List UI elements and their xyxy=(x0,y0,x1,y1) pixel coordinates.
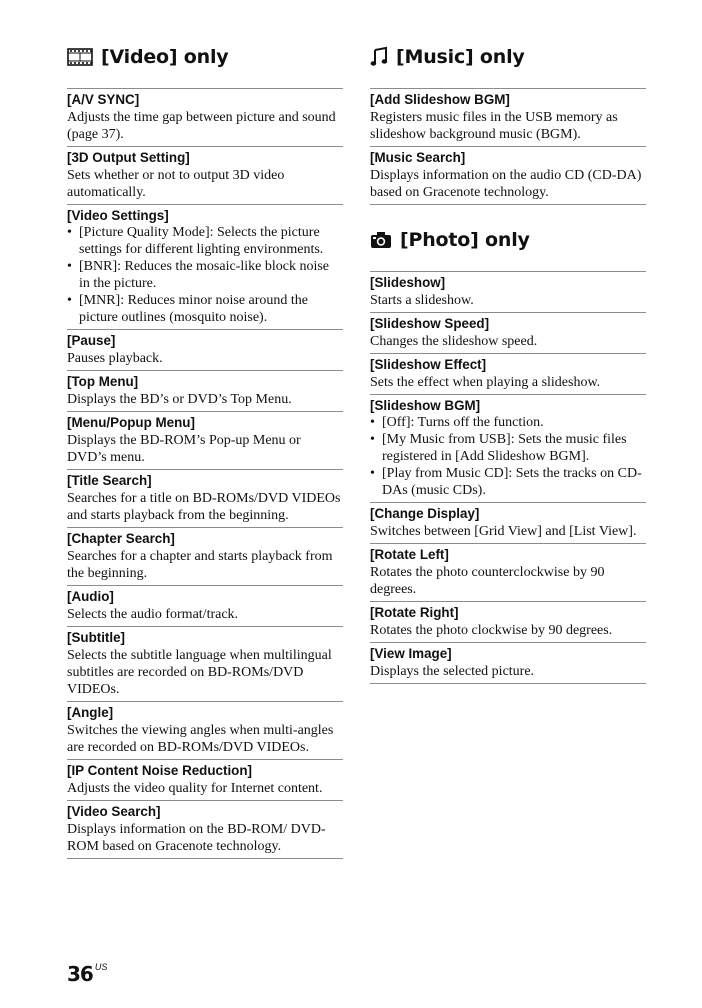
menu-entry xyxy=(67,759,343,800)
menu-entry xyxy=(370,312,646,353)
menu-entry xyxy=(67,329,343,370)
bullet-list xyxy=(370,414,646,499)
music-note-icon xyxy=(370,46,388,68)
bullet-item xyxy=(67,224,343,258)
entry-title: [Subtitle] xyxy=(67,630,126,645)
entry-title: [A/V SYNC] xyxy=(67,92,140,107)
entry-description: Changes the slideshow speed. xyxy=(370,334,538,349)
music-section-title xyxy=(370,40,646,74)
entry-title: [View Image] xyxy=(370,646,452,661)
entry-description: Displays information on the audio CD (CD-DA) based on Gracenote technology. xyxy=(370,168,642,200)
menu-entry xyxy=(370,146,646,205)
video-section-title xyxy=(67,40,343,74)
entry-description: Sets whether or not to output 3D video automatically. xyxy=(67,168,285,200)
entry-title: [Menu/Popup Menu] xyxy=(67,415,195,430)
entry-title: [Slideshow BGM] xyxy=(370,398,481,413)
bullet-dot: • xyxy=(67,259,72,274)
entry-description: Rotates the photo counterclockwise by 90 degrees. xyxy=(370,565,605,597)
entry-description: Registers music files in the USB memory as slideshow background music (BGM). xyxy=(370,110,618,142)
entry-description: Switches between [Grid View] and [List View]. xyxy=(370,524,637,539)
menu-entry xyxy=(67,146,343,204)
entry-title: [Slideshow Speed] xyxy=(370,316,490,331)
bullet-item xyxy=(370,414,646,431)
bullet-dot: • xyxy=(67,225,72,240)
menu-entry xyxy=(370,394,646,502)
video-entry-list xyxy=(67,88,343,859)
music-entry-list xyxy=(370,88,646,205)
photo-section-title xyxy=(370,223,646,257)
entry-title: [3D Output Setting] xyxy=(67,150,190,165)
bullet-text: [MNR]: Reduces minor noise around the picture outlines (mosquito noise). xyxy=(79,293,309,325)
bullet-text: [My Music from USB]: Sets the music files registered in [Add Slideshow BGM]. xyxy=(382,432,627,464)
entry-description: Displays information on the BD-ROM/ DVD-ROM based on Gracenote technology. xyxy=(67,822,326,854)
entry-description: Displays the BD-ROM’s Pop-up Menu or DVD’s menu. xyxy=(67,433,301,465)
menu-entry xyxy=(67,800,343,859)
bullet-dot: • xyxy=(370,415,375,430)
menu-entry xyxy=(67,88,343,146)
entry-description: Adjusts the video quality for Internet content. xyxy=(67,781,323,796)
bullet-dot: • xyxy=(370,466,375,481)
entry-description: Displays the selected picture. xyxy=(370,664,535,679)
bullet-text: [BNR]: Reduces the mosaic-like block noise in the picture. xyxy=(79,259,329,291)
menu-entry xyxy=(67,626,343,701)
bullet-item xyxy=(67,292,343,326)
entry-title: [Video Search] xyxy=(67,804,161,819)
film-icon xyxy=(67,47,93,67)
page-number-value: 36 xyxy=(67,962,93,986)
camera-icon xyxy=(370,230,392,250)
entry-title: [Pause] xyxy=(67,333,116,348)
entry-description: Sets the effect when playing a slideshow. xyxy=(370,375,601,390)
left-column xyxy=(67,40,343,859)
entry-description: Switches the viewing angles when multi-angles are recorded on BD-ROMs/DVD VIDEOs. xyxy=(67,723,334,755)
entry-title: [Rotate Left] xyxy=(370,547,449,562)
bullet-item xyxy=(67,258,343,292)
entry-description: Searches for a title on BD-ROMs/DVD VIDEOs and starts playback from the beginning. xyxy=(67,491,341,523)
entry-title: [Chapter Search] xyxy=(67,531,175,546)
menu-entry xyxy=(370,543,646,601)
entry-title: [Title Search] xyxy=(67,473,152,488)
bullet-text: [Play from Music CD]: Sets the tracks on CD-DAs (music CDs). xyxy=(382,466,642,498)
entry-title: [Add Slideshow BGM] xyxy=(370,92,510,107)
menu-entry xyxy=(67,370,343,411)
menu-entry xyxy=(67,527,343,585)
entry-title: [Music Search] xyxy=(370,150,466,165)
menu-entry xyxy=(370,601,646,642)
page-number xyxy=(67,962,107,986)
menu-entry xyxy=(67,585,343,626)
entry-title: [Angle] xyxy=(67,705,114,720)
entry-title: [Slideshow] xyxy=(370,275,446,290)
menu-entry xyxy=(370,88,646,146)
entry-description: Adjusts the time gap between picture and sound (page 37). xyxy=(67,110,336,142)
bullet-item xyxy=(370,431,646,465)
menu-entry xyxy=(370,642,646,684)
entry-description: Selects the audio format/track. xyxy=(67,607,239,622)
entry-title: [Change Display] xyxy=(370,506,480,521)
entry-description: Rotates the photo clockwise by 90 degrees. xyxy=(370,623,613,638)
bullet-list xyxy=(67,224,343,326)
music-section-heading: [Music] only xyxy=(396,46,525,68)
entry-title: [Video Settings] xyxy=(67,208,169,223)
menu-entry xyxy=(67,701,343,759)
entry-title: [Rotate Right] xyxy=(370,605,459,620)
entry-description: Displays the BD’s or DVD’s Top Menu. xyxy=(67,392,292,407)
menu-entry xyxy=(67,469,343,527)
bullet-text: [Off]: Turns off the function. xyxy=(382,415,544,430)
bullet-item xyxy=(370,465,646,499)
photo-section-heading: [Photo] only xyxy=(400,229,530,251)
entry-title: [IP Content Noise Reduction] xyxy=(67,763,252,778)
entry-description: Selects the subtitle language when multilingual subtitles are recorded on BD-ROMs/DVD VIDEOs. xyxy=(67,648,332,697)
video-section-heading: [Video] only xyxy=(101,46,229,68)
bullet-dot: • xyxy=(67,293,72,308)
menu-entry xyxy=(370,502,646,543)
entry-description: Searches for a chapter and starts playback from the beginning. xyxy=(67,549,333,581)
bullet-text: [Picture Quality Mode]: Selects the picture settings for different lighting environments. xyxy=(79,225,324,257)
entry-description: Starts a slideshow. xyxy=(370,293,474,308)
entry-description: Pauses playback. xyxy=(67,351,163,366)
menu-entry xyxy=(67,411,343,469)
entry-title: [Slideshow Effect] xyxy=(370,357,487,372)
menu-entry xyxy=(370,271,646,312)
page-number-suffix: US xyxy=(94,962,108,972)
menu-entry xyxy=(67,204,343,329)
right-column xyxy=(370,40,646,684)
menu-entry xyxy=(370,353,646,394)
entry-title: [Top Menu] xyxy=(67,374,139,389)
entry-title: [Audio] xyxy=(67,589,114,604)
bullet-dot: • xyxy=(370,432,375,447)
photo-entry-list xyxy=(370,271,646,684)
